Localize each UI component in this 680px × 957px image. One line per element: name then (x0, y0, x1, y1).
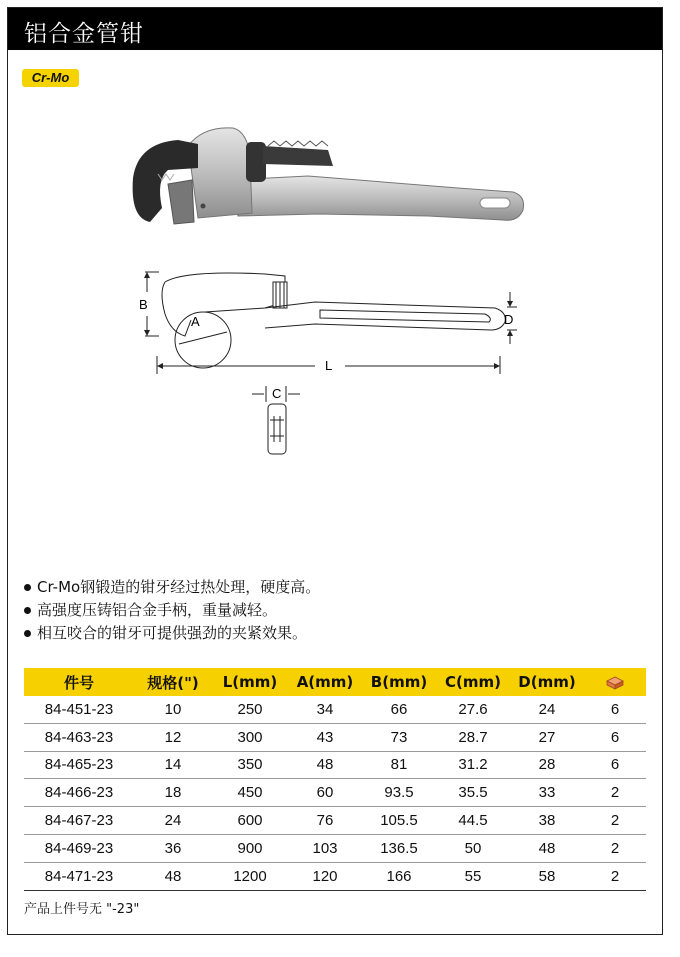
title-bar (8, 8, 662, 50)
table-cell: 27.6 (436, 696, 510, 723)
table-cell: 6 (584, 696, 646, 723)
table-cell: 33 (510, 779, 584, 807)
table-cell: 103 (288, 834, 362, 862)
table-cell: 84-451-23 (24, 696, 134, 723)
table-cell: 136.5 (362, 834, 436, 862)
table-cell: 12 (134, 723, 212, 751)
label-b: B (139, 297, 148, 312)
header-c: C(mm) (436, 668, 510, 696)
feature-list (24, 576, 320, 645)
table-row (24, 779, 646, 807)
table-cell: 50 (436, 834, 510, 862)
table-cell: 300 (212, 723, 288, 751)
table-cell: 76 (288, 807, 362, 835)
table-cell: 2 (584, 862, 646, 890)
table-cell: 166 (362, 862, 436, 890)
table-cell: 84-465-23 (24, 751, 134, 779)
table-cell: 48 (288, 751, 362, 779)
table-row (24, 807, 646, 835)
table-cell: 48 (134, 862, 212, 890)
table-row (24, 696, 646, 723)
header-package-qty (584, 668, 646, 696)
table-cell: 250 (212, 696, 288, 723)
header-a: A(mm) (288, 668, 362, 696)
table-row (24, 751, 646, 779)
table-cell: 55 (436, 862, 510, 890)
table-cell: 6 (584, 751, 646, 779)
table-cell: 93.5 (362, 779, 436, 807)
header-size: 规格(") (134, 668, 212, 696)
table-cell: 84-469-23 (24, 834, 134, 862)
table-cell: 350 (212, 751, 288, 779)
table-cell: 6 (584, 723, 646, 751)
table-cell: 35.5 (436, 779, 510, 807)
label-c: C (272, 386, 282, 401)
table-cell: 1200 (212, 862, 288, 890)
table-cell: 60 (288, 779, 362, 807)
table-cell: 84-467-23 (24, 807, 134, 835)
table-cell: 28 (510, 751, 584, 779)
table-cell: 18 (134, 779, 212, 807)
label-a: A (191, 314, 200, 329)
material-badge: Cr-Mo (22, 69, 79, 87)
feature-item: Cr-Mo钢锻造的钳牙经过热处理，硬度高。 (24, 576, 320, 599)
jaw-width-diagram (244, 380, 304, 470)
table-cell: 58 (510, 862, 584, 890)
box-icon (605, 677, 625, 689)
table-cell: 31.2 (436, 751, 510, 779)
table-cell: 48 (510, 834, 584, 862)
dimension-diagram (139, 262, 525, 382)
label-l: L (325, 358, 333, 373)
table-cell: 450 (212, 779, 288, 807)
bullet-icon (24, 607, 31, 614)
table-cell: 24 (510, 696, 584, 723)
feature-item: 相互咬合的钳牙可提供强劲的夹紧效果。 (24, 622, 320, 645)
table-cell: 73 (362, 723, 436, 751)
table-cell: 24 (134, 807, 212, 835)
table-cell: 84-463-23 (24, 723, 134, 751)
table-cell: 84-471-23 (24, 862, 134, 890)
table-header-row (24, 668, 646, 696)
feature-item: 高强度压铸铝合金手柄，重量减轻。 (24, 599, 320, 622)
table-cell: 2 (584, 834, 646, 862)
table-cell: 44.5 (436, 807, 510, 835)
table-cell: 38 (510, 807, 584, 835)
table-cell: 36 (134, 834, 212, 862)
header-l: L(mm) (212, 668, 288, 696)
header-part-no: 件号 (24, 668, 134, 696)
table-cell: 105.5 (362, 807, 436, 835)
table-cell: 2 (584, 779, 646, 807)
page-title: 铝合金管钳 (24, 21, 144, 47)
table-row (24, 834, 646, 862)
table-cell: 84-466-23 (24, 779, 134, 807)
spec-table (24, 668, 646, 891)
header-d: D(mm) (510, 668, 584, 696)
table-cell: 14 (134, 751, 212, 779)
pipe-wrench-photo (128, 118, 528, 236)
table-cell: 81 (362, 751, 436, 779)
table-cell: 2 (584, 807, 646, 835)
table-cell: 43 (288, 723, 362, 751)
bullet-icon (24, 630, 31, 637)
table-row (24, 723, 646, 751)
label-d: D (504, 312, 514, 327)
table-cell: 27 (510, 723, 584, 751)
footnote: 产品上件号无 "-23" (24, 902, 140, 917)
table-cell: 66 (362, 696, 436, 723)
table-cell: 120 (288, 862, 362, 890)
header-b: B(mm) (362, 668, 436, 696)
table-cell: 900 (212, 834, 288, 862)
table-cell: 34 (288, 696, 362, 723)
table-cell: 28.7 (436, 723, 510, 751)
table-cell: 600 (212, 807, 288, 835)
bullet-icon (24, 584, 31, 591)
table-row (24, 862, 646, 890)
table-cell: 10 (134, 696, 212, 723)
